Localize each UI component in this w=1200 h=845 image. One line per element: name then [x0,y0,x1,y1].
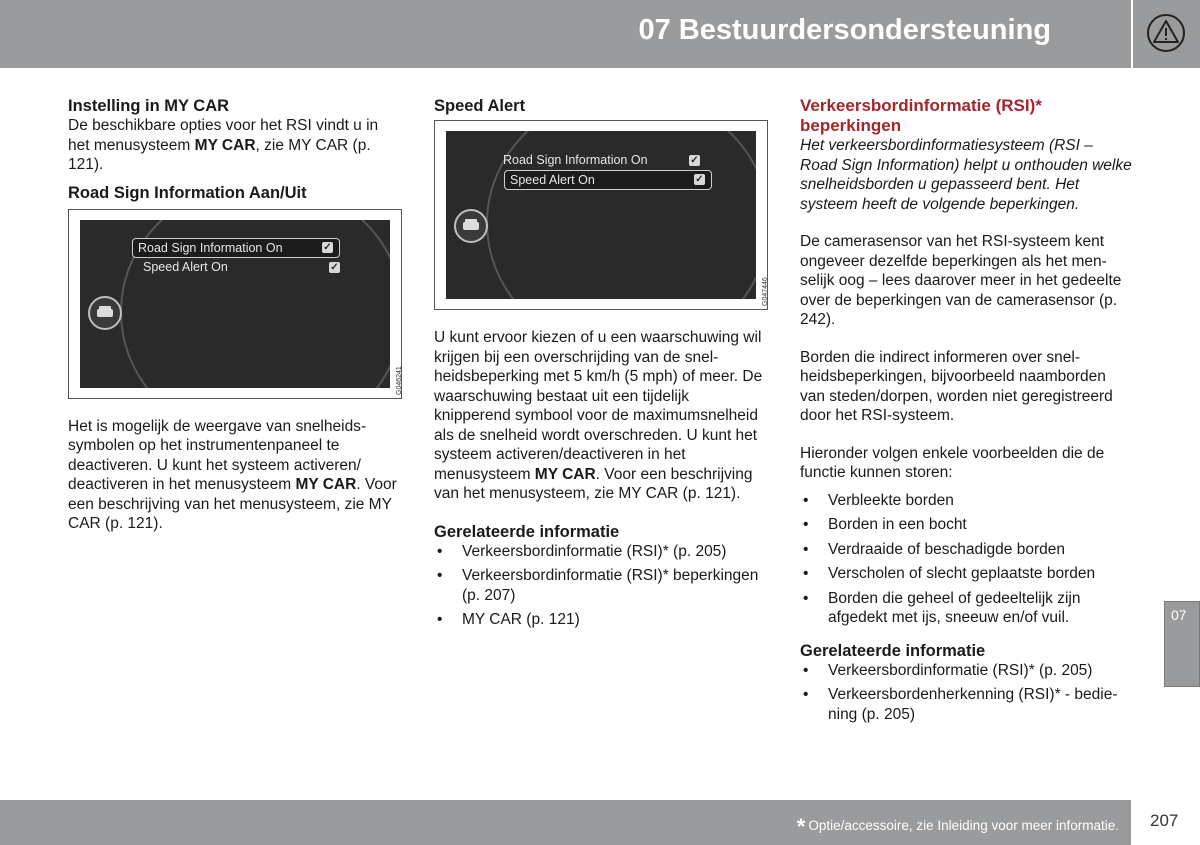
image-code: G047446 [762,277,769,306]
car-icon [454,209,488,243]
menu-row-speed-alert: Speed Alert On ✓ [504,170,712,190]
chapter-title: 07 Bestuurdersondersteuning [638,14,1051,46]
menu-row-road-sign: Road Sign Information On ✓ [132,238,340,258]
related-list [800,661,1132,725]
warning-triangle-icon [1146,13,1186,53]
list-item: • Verbleekte borden [803,491,954,509]
list-item: • Verkeersbordinformatie (RSI)* (p. 205) [803,661,1093,679]
footnote: * Optie/accessoire, zie Inleiding voor meer informatie. [796,814,1119,839]
paragraph-camerasensor: De camerasensor van het RSI-systeem kent ongeveer dezelfde beperkingen als het menselijk oog – lees daarover meer in het gedeelte over de beperkingen van de camerasensor (p. 242). [800,233,1122,328]
checkbox-checked-icon: ✓ [695,174,704,185]
heading-rsi-aan-uit: Road Sign Information Aan/Uit [68,183,307,202]
heading-rsi-beperkingen: Verkeersbordinformatie (RSI)* beperkingen [800,96,1042,135]
instrument-display [80,220,390,388]
page-header [0,0,1131,68]
heading-related-info: Gerelateerde informatie [434,522,620,541]
related-list [434,542,768,630]
checkbox-checked-icon: ✓ [323,241,332,253]
list-item: • Verkeersbordinformatie (RSI)* beperkingen (p. 207) [437,567,759,604]
heading-speed-alert: Speed Alert [434,97,526,115]
page-number: 207 [1131,800,1200,845]
image-code: G046241 [396,365,403,395]
list-item: • Borden die geheel of gedeeltelijk zijn afgedekt met ijs, sneeuw en/of vuil. [803,589,1081,626]
paragraph-speed-alert: U kunt ervoor kiezen of u een waarschuwing wil krijgen bij een overschrijding van de snelheidsbeperking met 5 km/h (5 mph) of meer. De waarschuwing bestaat uit een tijdelijk knipperend symbool voor de maximumsnelheid als de snelheid wordt overschreden. U kunt het systeem activeren/deactiveren in het menusysteem MY CAR. Voor een beschrijving van het menusysteem, zie MY CAR (p. 121). [434,329,763,502]
page-footer [0,800,1131,845]
list-item: • Verscholen of slecht geplaatste borden [803,565,1096,582]
paragraph-indirect: Borden die indirect informeren over snelheidsbeperkingen, bijvoorbeeld naamborden van steden/dorpen, worden niet geregistreerd door het RSI-systeem. [800,348,1113,424]
list-item: • MY CAR (p. 121) [437,611,580,628]
list-item: • Verkeersbordenherkenning (RSI)* - bediening (p. 205) [803,686,1118,723]
limitations-list [800,491,1132,628]
paragraph-instelling: De beschikbare opties voor het RSI vindt u in het menusysteem MY CAR, zie MY CAR (p. 121). [68,117,379,173]
list-item: • Verkeersbordinformatie (RSI)* (p. 205) [437,542,727,560]
screen-image-rsi [68,209,402,399]
checkbox-checked-icon: ✓ [690,155,699,166]
menu-row-speed-alert: Speed Alert On ✓ [143,259,339,274]
chapter-side-tab: 07 [1164,601,1200,687]
list-item: • Verdraaide of beschadigde borden [803,540,1065,558]
warning-icon-box [1133,0,1200,68]
screen-image-speed-alert [434,120,768,310]
heading-instelling: Instelling in MY CAR [68,97,230,115]
car-icon [88,296,122,330]
intro-paragraph: Het verkeersbordinformatiesysteem (RSI – Road Sign Information) helpt u onthouden welke snelheidsborden u gepasseerd bent. Het systeem heeft de volgende beperkingen. [800,137,1132,213]
list-item: • Borden in een bocht [803,516,967,533]
column-right [800,96,1132,729]
menu-row-road-sign: Road Sign Information On ✓ [503,153,699,167]
column-left [68,96,403,534]
heading-related-info: Gerelateerde informatie [800,641,986,660]
instrument-display [446,131,756,299]
column-middle [434,96,768,635]
paragraph-voorbeelden: Hieronder volgen enkele voorbeelden die de functie kunnen storen: [800,444,1105,481]
checkbox-checked-icon: ✓ [330,261,339,273]
paragraph-deactiveren: Het is mogelijk de weergave van snelheidssymbolen op het instrumentenpaneel te deactiveren. U kunt het systeem activeren/ deactiveren in het menusysteem MY CAR. Voor een beschrijving van het menusysteem, zie MY CAR (p. 121). [68,417,397,532]
